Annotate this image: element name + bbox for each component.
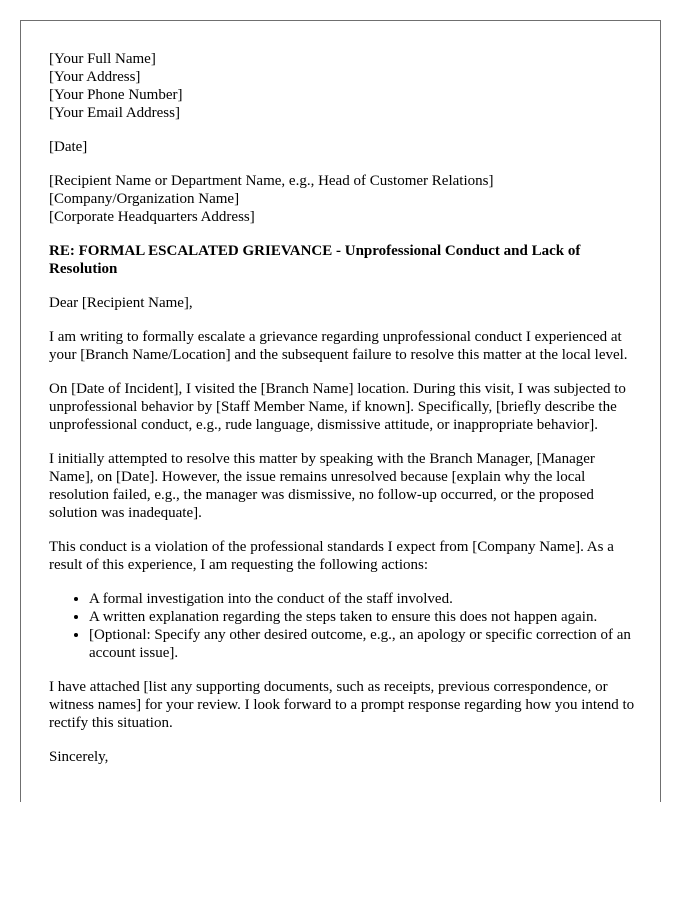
list-item: • A written explanation regarding the steps taken to ensure this does not happen again. — [89, 608, 639, 626]
body-paragraph: This conduct is a violation of the professional standards I expect from [Company Name]. As a result of this experience, I am requesting the following actions: — [49, 539, 614, 573]
salutation: Dear [Recipient Name], — [49, 295, 193, 311]
recipient-name: [Recipient Name or Department Name, e.g., Head of Customer Relations] — [49, 173, 494, 189]
recipient-block — [49, 172, 639, 226]
recipient-address: [Corporate Headquarters Address] — [49, 209, 255, 225]
list-item: • A formal investigation into the conduct of the staff involved. — [89, 590, 639, 608]
sender-block — [49, 50, 639, 122]
list-item: • [Optional: Specify any other desired outcome, e.g., an apology or specific correction of an account issue]. — [89, 626, 639, 662]
body-paragraph: I am writing to formally escalate a grievance regarding unprofessional conduct I experienced at your [Branch Name/Location] and the subsequent failure to resolve this matter at the local level. — [49, 329, 628, 363]
sender-name: [Your Full Name] — [49, 51, 156, 67]
sender-phone: [Your Phone Number] — [49, 87, 183, 103]
closing-paragraph: I have attached [list any supporting documents, such as receipts, previous correspondence, or witness names] for your review. I look forward to a prompt response regarding how you intend to rectify this situation. — [49, 679, 635, 731]
signoff: Sincerely, — [49, 749, 109, 765]
requested-actions-list — [49, 590, 639, 662]
subject-line: RE: FORMAL ESCALATED GRIEVANCE - Unprofessional Conduct and Lack of Resolution — [49, 243, 581, 277]
body-paragraph: I initially attempted to resolve this matter by speaking with the Branch Manager, [Manager Name], on [Date]. However, the issue remains unresolved because [explain why the local resolution failed, e.g., the manager was dismissive, no follow-up occurred, or the proposed solution was inadequate]. — [49, 451, 595, 521]
body-paragraph: On [Date of Incident], I visited the [Branch Name] location. During this visit, I was subjected to unprofessional behavior by [Staff Member Name, if known]. Specifically, [briefly describe the unprofessional conduct, e.g., rude language, dismissive attitude, or inappropriate behavior]. — [49, 381, 626, 433]
sender-address: [Your Address] — [49, 69, 141, 85]
sender-email: [Your Email Address] — [49, 105, 180, 121]
recipient-company: [Company/Organization Name] — [49, 191, 240, 207]
letter-page — [20, 20, 661, 802]
date-line: [Date] — [49, 139, 88, 155]
letter-content — [49, 50, 639, 782]
